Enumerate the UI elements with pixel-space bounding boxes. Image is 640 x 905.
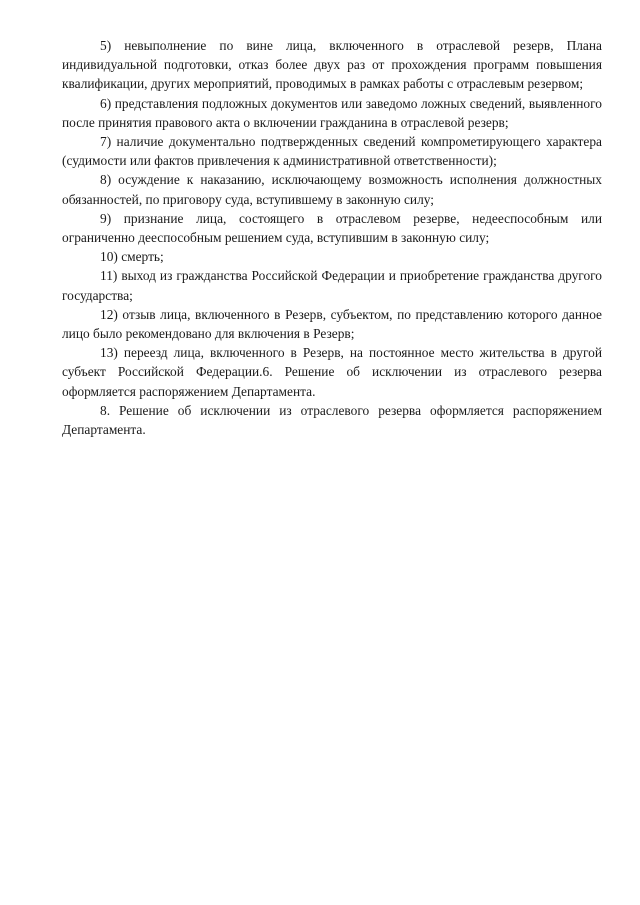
document-body: [62, 36, 602, 439]
paragraph-item-12: 12) отзыв лица, включенного в Резерв, субъектом, по представлению которого данное лицо было рекомендовано для включения в Резерв;: [62, 306, 602, 342]
paragraph-item-8: 8) осуждение к наказанию, исключающему возможность исполнения должностных обязанностей, по приговору суда, вступившему в законную силу;: [62, 172, 602, 207]
paragraph-item-10: 10) смерть;: [100, 249, 164, 265]
paragraph-item-9: 9) признание лица, состоящего в отраслевом резерве, недееспособным или ограниченно дееспособным решением суда, вступившим в законную силу;: [62, 210, 602, 246]
paragraph-section-8: 8. Решение об исключении из отраслевого резерва оформляется распоряжением Департамента.: [62, 402, 602, 438]
paragraph-item-7: 7) наличие документально подтвержденных сведений компрометирующего характера (судимости или фактов привлечения к административной ответственности);: [62, 134, 602, 169]
paragraph-item-13: 13) переезд лица, включенного в Резерв, на постоянное место жительства в другой субъект Российской Федерации.6. Решение об исключении из отраслевого резерва оформляется распоряжением Департамента.: [62, 345, 602, 399]
paragraph-item-6: 6) представления подложных документов или заведомо ложных сведений, выявленного после принятия правового акта о включении гражданина в отраслевой резерв;: [62, 95, 602, 130]
paragraph-item-11: 11) выход из гражданства Российской Федерации и приобретение гражданства другого государства;: [62, 268, 602, 303]
paragraph-item-5: 5) невыполнение по вине лица, включенного в отраслевой резерв, Плана индивидуальной подготовки, отказ более двух раз от прохождения программ повышения квалификации, других мероприятий, проводимых в рамках работы с отраслевым резервом;: [62, 38, 602, 92]
